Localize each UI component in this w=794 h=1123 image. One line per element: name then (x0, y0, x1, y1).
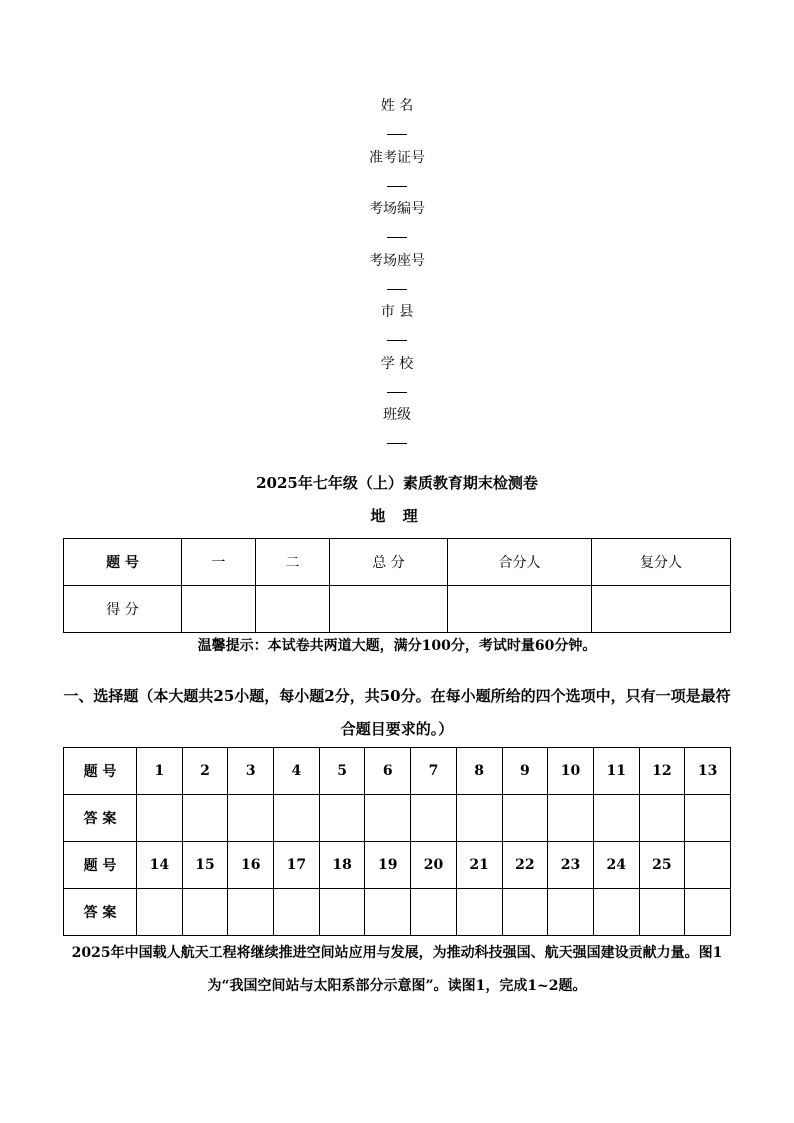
question-number: 15 (182, 842, 228, 889)
answer-cell[interactable] (685, 795, 731, 842)
score-table (63, 538, 731, 633)
exam-tip: 温馨提示：本试卷共两道大题，满分100分，考试时量60分钟。 (197, 638, 597, 654)
fill-line[interactable] (387, 227, 407, 238)
answer-cell[interactable] (137, 889, 183, 936)
field-label: 考场座号 (369, 252, 425, 269)
answer-cell[interactable] (228, 795, 274, 842)
score-header: 二 (256, 539, 330, 586)
question-number: 21 (456, 842, 502, 889)
table-row (64, 842, 731, 889)
score-header: 复分人 (592, 539, 731, 586)
score-header: 总 分 (330, 539, 448, 586)
question-number: 20 (411, 842, 457, 889)
city-county-field (0, 298, 794, 350)
question-number: 18 (319, 842, 365, 889)
question-number: 14 (137, 842, 183, 889)
answer-cell[interactable] (502, 795, 548, 842)
question-number: 22 (502, 842, 548, 889)
question-label: 题 号 (64, 748, 137, 795)
school-field (0, 350, 794, 402)
score-header: 题 号 (64, 539, 182, 586)
answer-cell[interactable] (365, 795, 411, 842)
score-row-label: 得 分 (64, 586, 182, 633)
answer-cell[interactable] (411, 889, 457, 936)
question-number: 3 (228, 748, 274, 795)
exam-room-field (0, 195, 794, 247)
question-number: 9 (502, 748, 548, 795)
name-field (0, 92, 794, 144)
exam-id-field (0, 144, 794, 196)
score-cell[interactable] (256, 586, 330, 633)
question-number: 16 (228, 842, 274, 889)
question-number: 25 (639, 842, 685, 889)
fill-line[interactable] (387, 433, 407, 444)
score-cell[interactable] (330, 586, 448, 633)
answer-cell[interactable] (593, 889, 639, 936)
answer-label: 答 案 (64, 889, 137, 936)
question-label: 题 号 (64, 842, 137, 889)
table-row (64, 586, 731, 633)
score-header: 一 (182, 539, 256, 586)
fill-line[interactable] (387, 279, 407, 290)
question-number: 10 (548, 748, 594, 795)
answer-cell[interactable] (137, 795, 183, 842)
question-number: 12 (639, 748, 685, 795)
fill-line[interactable] (387, 176, 407, 187)
question-number: 8 (456, 748, 502, 795)
answer-cell[interactable] (411, 795, 457, 842)
question-number: 23 (548, 842, 594, 889)
field-label: 姓 名 (380, 98, 414, 114)
question-number: 11 (593, 748, 639, 795)
table-row (64, 889, 731, 936)
question-number: 4 (274, 748, 320, 795)
answer-label: 答 案 (64, 795, 137, 842)
table-row (64, 795, 731, 842)
answer-cell[interactable] (456, 889, 502, 936)
table-row (64, 748, 731, 795)
field-label: 准考证号 (369, 149, 425, 166)
class-field (0, 401, 794, 453)
score-cell[interactable] (182, 586, 256, 633)
answer-cell[interactable] (182, 795, 228, 842)
question-number: 7 (411, 748, 457, 795)
answer-cell[interactable] (228, 889, 274, 936)
candidate-info-fields (0, 92, 794, 453)
score-cell[interactable] (448, 586, 592, 633)
question-number: 19 (365, 842, 411, 889)
question-number: 5 (319, 748, 365, 795)
fill-line[interactable] (387, 330, 407, 341)
answer-cell[interactable] (548, 889, 594, 936)
answer-cell[interactable] (274, 889, 320, 936)
answer-cell[interactable] (502, 889, 548, 936)
field-label: 班级 (383, 407, 411, 423)
question-number: 2 (182, 748, 228, 795)
answer-cell[interactable] (182, 889, 228, 936)
answer-cell[interactable] (685, 889, 731, 936)
score-header: 合分人 (448, 539, 592, 586)
fill-line[interactable] (387, 382, 407, 393)
seat-number-field (0, 247, 794, 299)
answer-cell[interactable] (639, 795, 685, 842)
answer-cell[interactable] (319, 889, 365, 936)
fill-line[interactable] (387, 124, 407, 135)
score-cell[interactable] (592, 586, 731, 633)
question-number: 6 (365, 748, 411, 795)
answer-cell[interactable] (274, 795, 320, 842)
answer-cell[interactable] (639, 889, 685, 936)
answer-table (63, 747, 731, 936)
table-row (64, 539, 731, 586)
subject-title: 地 理 (370, 507, 424, 525)
question-number: 17 (274, 842, 320, 889)
question-number: 24 (593, 842, 639, 889)
section-heading: 一、选择题（本大题共25小题，每小题2分，共50分。在每小题所给的四个选项中，只有一项是最符合题目要求的。） (63, 687, 731, 738)
exam-title: 2025年七年级（上）素质教育期末检测卷 (256, 474, 538, 492)
question-number (685, 842, 731, 889)
field-label: 学 校 (380, 355, 414, 372)
question-passage: 2025年中国载人航天工程将继续推进空间站应用与发展，为推动科技强国、航天强国建设贡献力量。图1为“我国空间站与太阳系部分示意图”。读图1，完成1~2题。 (71, 945, 723, 994)
question-number: 1 (137, 748, 183, 795)
field-label: 市 县 (380, 304, 414, 320)
answer-cell[interactable] (456, 795, 502, 842)
answer-cell[interactable] (548, 795, 594, 842)
answer-cell[interactable] (319, 795, 365, 842)
answer-cell[interactable] (365, 889, 411, 936)
answer-cell[interactable] (593, 795, 639, 842)
question-number: 13 (685, 748, 731, 795)
field-label: 考场编号 (369, 201, 425, 217)
